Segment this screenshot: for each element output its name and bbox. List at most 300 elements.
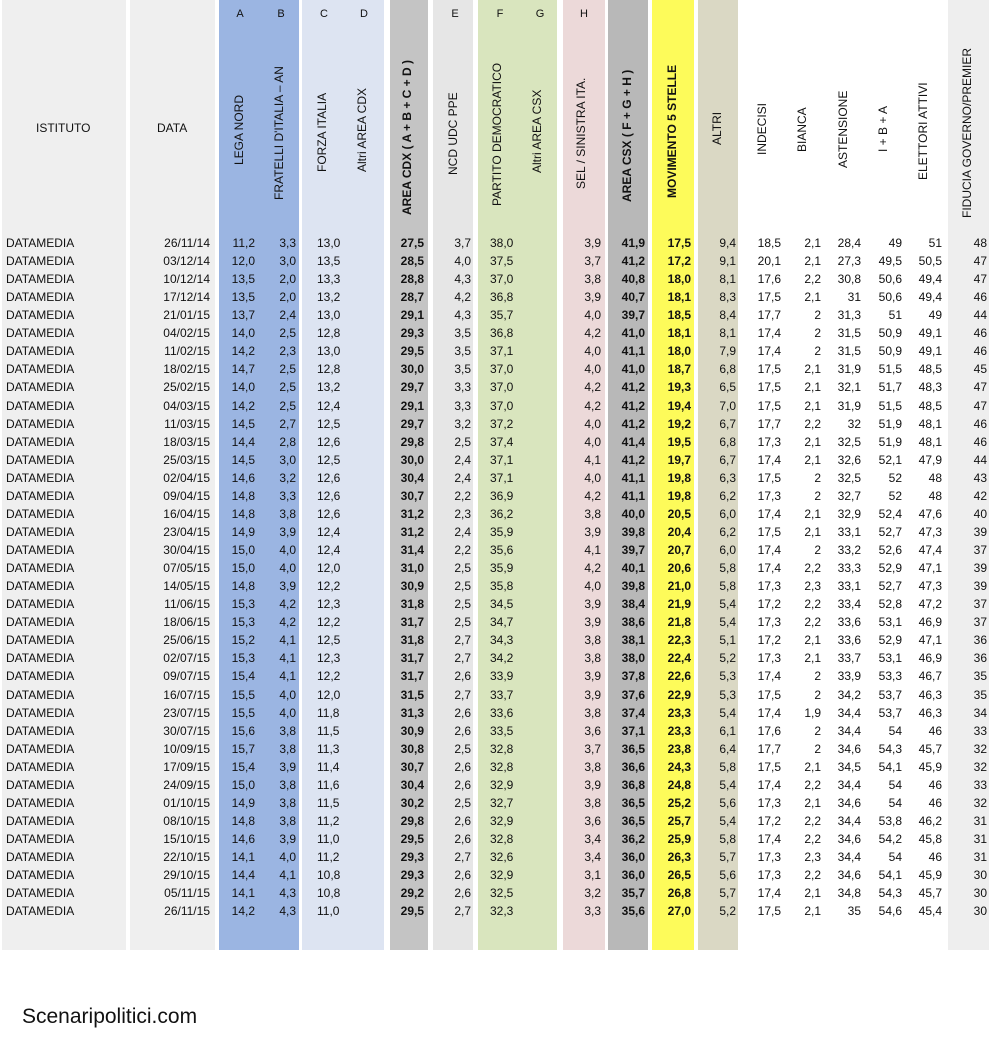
cell-lega: 15,3 — [231, 597, 255, 612]
table-row — [0, 361, 989, 379]
cell-fdi: 2,0 — [279, 272, 296, 287]
cell-astensione: 34,6 — [837, 741, 861, 756]
cell-lega: 14,6 — [231, 470, 255, 485]
cell-fiducia: 36 — [973, 633, 987, 648]
cell-pd: 32,9 — [490, 868, 514, 883]
header-elettori-attivi: ELETTORI ATTIVI — [916, 82, 930, 180]
cell-pd: 37,0 — [490, 272, 514, 287]
cell-iba: 51,5 — [878, 398, 902, 413]
cell-elettori: 49,1 — [918, 344, 942, 359]
cell-forza: 13,5 — [317, 254, 341, 269]
cell-fiducia: 31 — [973, 850, 987, 865]
cell-elettori: 49,4 — [918, 272, 942, 287]
cell-elettori: 46,9 — [918, 615, 942, 630]
cell-data: 16/04/15 — [163, 506, 210, 521]
cell-astensione: 35 — [847, 904, 861, 919]
cell-ncd: 2,7 — [454, 904, 471, 919]
cell-forza: 12,0 — [317, 687, 341, 702]
cell-area-csx: 36,0 — [621, 868, 645, 883]
cell-elettori: 48 — [928, 470, 942, 485]
cell-altri: 6,8 — [719, 362, 736, 377]
cell-m5s: 19,8 — [667, 488, 691, 503]
cell-fdi: 3,9 — [279, 759, 296, 774]
table-row — [0, 560, 989, 578]
cell-elettori: 46,3 — [918, 705, 942, 720]
cell-istituto: DATAMEDIA — [6, 362, 75, 377]
cell-forza: 12,4 — [317, 543, 341, 558]
cell-altri: 6,4 — [719, 741, 736, 756]
cell-fiducia: 46 — [973, 344, 987, 359]
table-row — [0, 470, 989, 488]
cell-lega: 14,6 — [231, 831, 255, 846]
letter-f: F — [496, 8, 504, 20]
cell-istituto: DATAMEDIA — [6, 813, 75, 828]
table-row — [0, 398, 989, 416]
cell-fdi: 3,9 — [279, 524, 296, 539]
cell-data: 17/12/14 — [163, 290, 210, 305]
cell-indecisi: 17,4 — [757, 669, 781, 684]
cell-pd: 37,1 — [490, 344, 514, 359]
cell-area-cdx: 31,0 — [400, 561, 424, 576]
cell-iba: 51,7 — [878, 380, 902, 395]
cell-astensione: 33,9 — [837, 669, 861, 684]
cell-altri: 5,8 — [719, 831, 736, 846]
cell-m5s: 18,5 — [667, 308, 691, 323]
letter-e: E — [451, 8, 459, 20]
cell-ncd: 2,6 — [454, 813, 471, 828]
cell-sel: 4,2 — [584, 326, 601, 341]
cell-astensione: 34,4 — [837, 777, 861, 792]
cell-altri: 6,0 — [719, 506, 736, 521]
cell-forza: 13,3 — [317, 272, 341, 287]
header-partito-democratico: PARTITO DEMOCRATICO — [490, 62, 504, 206]
cell-m5s: 25,2 — [667, 795, 691, 810]
cell-fdi: 3,2 — [279, 470, 296, 485]
cell-istituto: DATAMEDIA — [6, 254, 75, 269]
cell-lega: 11,2 — [232, 236, 255, 250]
cell-astensione: 31,9 — [837, 398, 861, 413]
cell-lega: 14,8 — [231, 579, 255, 594]
cell-data: 25/03/15 — [163, 452, 210, 467]
cell-istituto: DATAMEDIA — [6, 850, 75, 865]
cell-iba: 53,7 — [878, 687, 902, 702]
cell-astensione: 33,3 — [837, 561, 861, 576]
cell-elettori: 45,8 — [918, 831, 942, 846]
cell-iba: 51,5 — [878, 362, 902, 377]
cell-iba: 54,1 — [878, 759, 902, 774]
cell-astensione: 31 — [847, 290, 861, 305]
cell-sel: 3,9 — [584, 236, 601, 250]
cell-astensione: 34,6 — [837, 831, 861, 846]
cell-fiducia: 35 — [973, 687, 987, 702]
cell-area-cdx: 31,7 — [400, 669, 424, 684]
cell-altri: 5,4 — [719, 615, 736, 630]
cell-altri: 5,2 — [719, 904, 736, 919]
cell-indecisi: 17,4 — [757, 452, 781, 467]
cell-m5s: 19,2 — [667, 416, 691, 431]
cell-m5s: 18,7 — [667, 362, 691, 377]
header-istituto: ISTITUTO — [36, 121, 91, 135]
cell-m5s: 19,8 — [667, 470, 691, 485]
cell-astensione: 32,6 — [837, 452, 861, 467]
cell-area-cdx: 31,8 — [400, 597, 424, 612]
cell-fdi: 4,1 — [279, 651, 296, 666]
cell-lega: 14,4 — [231, 434, 255, 449]
cell-astensione: 31,3 — [837, 308, 861, 323]
cell-ncd: 2,5 — [454, 615, 471, 630]
header-lega-nord: LEGA NORD — [232, 94, 246, 165]
cell-data: 23/04/15 — [163, 524, 210, 539]
cell-pd: 37,0 — [490, 362, 514, 377]
cell-sel: 4,2 — [584, 398, 601, 413]
cell-iba: 50,6 — [878, 290, 902, 305]
cell-forza: 13,0 — [317, 236, 341, 250]
cell-fdi: 4,0 — [279, 850, 296, 865]
table-row — [0, 271, 989, 289]
letter-g: G — [535, 8, 545, 20]
cell-indecisi: 20,1 — [757, 254, 781, 269]
cell-altri: 5,6 — [719, 795, 736, 810]
cell-astensione: 32 — [847, 416, 861, 431]
table-row — [0, 289, 989, 307]
cell-altri: 5,4 — [719, 813, 736, 828]
cell-indecisi: 17,5 — [757, 362, 781, 377]
cell-istituto: DATAMEDIA — [6, 272, 75, 287]
cell-data: 02/07/15 — [163, 651, 210, 666]
cell-bianca: 2 — [814, 723, 821, 738]
cell-forza: 10,8 — [317, 868, 341, 883]
cell-lega: 13,5 — [231, 272, 255, 287]
cell-indecisi: 17,5 — [757, 687, 781, 702]
cell-area-cdx: 31,8 — [400, 633, 424, 648]
cell-astensione: 33,1 — [837, 524, 861, 539]
cell-m5s: 20,6 — [667, 561, 691, 576]
cell-data: 18/02/15 — [163, 362, 210, 377]
cell-pd: 35,9 — [490, 561, 514, 576]
cell-ncd: 2,6 — [454, 759, 471, 774]
cell-sel: 3,8 — [584, 506, 601, 521]
cell-iba: 53,1 — [878, 651, 902, 666]
header-area-csx: AREA CSX ( F + G + H ) — [620, 69, 634, 202]
cell-pd: 32,7 — [490, 795, 514, 810]
cell-fdi: 4,1 — [279, 669, 296, 684]
cell-fdi: 3,3 — [279, 236, 296, 250]
cell-m5s: 26,3 — [667, 850, 691, 865]
cell-area-cdx: 28,8 — [400, 272, 424, 287]
table-row — [0, 705, 989, 723]
cell-sel: 3,9 — [584, 669, 601, 684]
cell-pd: 35,9 — [490, 524, 514, 539]
cell-iba: 50,6 — [878, 272, 902, 287]
cell-area-csx: 41,0 — [621, 362, 645, 377]
cell-elettori: 46 — [928, 795, 942, 810]
cell-indecisi: 17,4 — [757, 886, 781, 901]
cell-ncd: 3,5 — [454, 344, 471, 359]
cell-fiducia: 40 — [973, 506, 987, 521]
cell-m5s: 22,4 — [667, 651, 691, 666]
cell-iba: 54 — [888, 777, 902, 792]
cell-iba: 54,1 — [878, 868, 902, 883]
cell-iba: 52 — [888, 470, 902, 485]
cell-ncd: 2,5 — [454, 561, 471, 576]
cell-istituto: DATAMEDIA — [6, 886, 75, 901]
cell-ncd: 2,2 — [454, 488, 471, 503]
cell-altri: 7,9 — [719, 344, 736, 359]
cell-bianca: 2,1 — [804, 290, 821, 305]
table-row — [0, 813, 989, 831]
cell-altri: 5,1 — [719, 633, 736, 648]
cell-altri: 8,1 — [719, 326, 736, 341]
cell-m5s: 19,3 — [667, 380, 691, 395]
cell-m5s: 18,1 — [667, 290, 691, 305]
cell-data: 11/02/15 — [164, 344, 210, 359]
cell-istituto: DATAMEDIA — [6, 506, 75, 521]
cell-data: 30/04/15 — [163, 543, 210, 558]
cell-area-csx: 37,8 — [621, 669, 645, 684]
cell-m5s: 23,8 — [667, 741, 691, 756]
cell-bianca: 2 — [814, 326, 821, 341]
cell-ncd: 4,2 — [454, 290, 471, 305]
cell-ncd: 2,5 — [454, 741, 471, 756]
table-row — [0, 235, 989, 253]
cell-bianca: 2,3 — [804, 579, 821, 594]
header-movimento-5-stelle: MOVIMENTO 5 STELLE — [665, 64, 679, 198]
cell-pd: 37,1 — [490, 452, 514, 467]
cell-indecisi: 17,4 — [757, 777, 781, 792]
cell-iba: 49 — [888, 236, 902, 250]
cell-istituto: DATAMEDIA — [6, 597, 75, 612]
cell-bianca: 2,1 — [804, 236, 821, 250]
cell-data: 07/05/15 — [163, 561, 210, 576]
cell-fdi: 4,1 — [279, 633, 296, 648]
table-row — [0, 506, 989, 524]
cell-istituto: DATAMEDIA — [6, 669, 75, 684]
cell-elettori: 49 — [928, 308, 942, 323]
cell-elettori: 46,2 — [918, 813, 942, 828]
cell-pd: 36,2 — [490, 506, 514, 521]
cell-m5s: 21,8 — [667, 615, 691, 630]
cell-elettori: 45,7 — [918, 886, 942, 901]
cell-fdi: 2,8 — [279, 434, 296, 449]
cell-iba: 52,8 — [878, 597, 902, 612]
cell-altri: 6,2 — [719, 524, 736, 539]
cell-indecisi: 17,5 — [757, 524, 781, 539]
cell-iba: 52,7 — [878, 524, 902, 539]
cell-pd: 37,1 — [490, 470, 514, 485]
cell-forza: 12,3 — [317, 597, 341, 612]
table-row — [0, 614, 989, 632]
cell-altri: 8,1 — [719, 272, 736, 287]
cell-elettori: 46 — [928, 777, 942, 792]
cell-sel: 4,1 — [584, 543, 601, 558]
cell-forza: 12,6 — [317, 488, 341, 503]
cell-bianca: 1,9 — [804, 705, 821, 720]
cell-fiducia: 31 — [973, 831, 987, 846]
cell-istituto: DATAMEDIA — [6, 561, 75, 576]
cell-indecisi: 17,2 — [757, 633, 781, 648]
cell-data: 09/07/15 — [163, 669, 210, 684]
cell-m5s: 24,8 — [667, 777, 691, 792]
cell-area-csx: 39,8 — [621, 579, 645, 594]
cell-astensione: 32,5 — [837, 434, 861, 449]
cell-area-cdx: 31,5 — [400, 687, 424, 702]
cell-fdi: 2,4 — [279, 308, 296, 323]
cell-sel: 3,9 — [584, 597, 601, 612]
cell-ncd: 3,7 — [454, 236, 471, 250]
cell-area-cdx: 29,5 — [400, 344, 424, 359]
cell-astensione: 30,8 — [837, 272, 861, 287]
cell-fiducia: 36 — [973, 651, 987, 666]
cell-pd: 32,5 — [490, 886, 514, 901]
cell-bianca: 2,1 — [804, 254, 821, 269]
cell-sel: 3,4 — [584, 831, 601, 846]
cell-area-csx: 38,1 — [621, 633, 645, 648]
cell-pd: 34,5 — [490, 597, 514, 612]
cell-area-csx: 40,0 — [621, 506, 645, 521]
cell-m5s: 26,5 — [667, 868, 691, 883]
cell-ncd: 2,2 — [454, 543, 471, 558]
cell-indecisi: 17,3 — [757, 434, 781, 449]
cell-area-cdx: 29,1 — [400, 308, 424, 323]
cell-lega: 15,3 — [231, 615, 255, 630]
cell-iba: 52,1 — [878, 452, 902, 467]
cell-pd: 35,6 — [490, 543, 514, 558]
cell-lega: 15,2 — [231, 633, 255, 648]
cell-area-csx: 36,5 — [621, 795, 645, 810]
cell-forza: 11,2 — [317, 850, 340, 865]
cell-fiducia: 44 — [973, 452, 987, 467]
cell-altri: 5,4 — [719, 777, 736, 792]
cell-fiducia: 32 — [973, 759, 987, 774]
cell-fiducia: 45 — [973, 362, 987, 377]
cell-lega: 15,3 — [231, 651, 255, 666]
cell-sel: 3,8 — [584, 651, 601, 666]
table-row — [0, 307, 989, 325]
cell-fdi: 4,2 — [279, 615, 296, 630]
cell-area-csx: 41,1 — [621, 344, 645, 359]
cell-pd: 38,0 — [490, 236, 514, 250]
cell-pd: 34,3 — [490, 633, 514, 648]
cell-data: 25/02/15 — [163, 380, 210, 395]
cell-istituto: DATAMEDIA — [6, 416, 75, 431]
letter-h: H — [580, 8, 588, 20]
cell-forza: 12,8 — [317, 326, 341, 341]
cell-iba: 53,3 — [878, 669, 902, 684]
cell-altri: 5,3 — [719, 669, 736, 684]
cell-istituto: DATAMEDIA — [6, 326, 75, 341]
cell-area-cdx: 29,7 — [400, 380, 424, 395]
cell-altri: 5,7 — [719, 886, 736, 901]
cell-istituto: DATAMEDIA — [6, 470, 75, 485]
cell-indecisi: 17,7 — [757, 741, 781, 756]
cell-indecisi: 17,3 — [757, 579, 781, 594]
table-row — [0, 849, 989, 867]
cell-astensione: 28,4 — [837, 236, 861, 250]
cell-fiducia: 43 — [973, 470, 987, 485]
cell-pd: 32,8 — [490, 831, 514, 846]
cell-bianca: 2 — [814, 687, 821, 702]
cell-elettori: 45,9 — [918, 868, 942, 883]
letter-b: B — [277, 8, 285, 20]
cell-pd: 37,0 — [490, 398, 514, 413]
cell-iba: 51,9 — [878, 416, 902, 431]
cell-istituto: DATAMEDIA — [6, 868, 75, 883]
cell-pd: 33,7 — [490, 687, 514, 702]
cell-elettori: 48 — [928, 488, 942, 503]
cell-ncd: 2,6 — [454, 868, 471, 883]
cell-fdi: 3,8 — [279, 813, 296, 828]
cell-area-csx: 38,6 — [621, 615, 645, 630]
cell-ncd: 3,5 — [454, 362, 471, 377]
cell-fiducia: 39 — [973, 524, 987, 539]
cell-data: 30/07/15 — [163, 723, 210, 738]
cell-istituto: DATAMEDIA — [6, 687, 75, 702]
cell-lega: 15,0 — [231, 543, 255, 558]
cell-astensione: 34,8 — [837, 886, 861, 901]
cell-iba: 54 — [888, 795, 902, 810]
cell-ncd: 4,3 — [454, 272, 471, 287]
table-row — [0, 578, 989, 596]
cell-pd: 32,9 — [490, 777, 514, 792]
cell-ncd: 2,7 — [454, 850, 471, 865]
cell-bianca: 2,1 — [804, 506, 821, 521]
cell-area-csx: 37,6 — [621, 687, 645, 702]
cell-indecisi: 17,7 — [757, 416, 781, 431]
cell-fiducia: 37 — [973, 615, 987, 630]
cell-data: 09/04/15 — [163, 488, 210, 503]
cell-bianca: 2 — [814, 488, 821, 503]
cell-bianca: 2,1 — [804, 904, 821, 919]
header-altri-area-csx: Altri AREA CSX — [530, 89, 544, 173]
cell-astensione: 34,5 — [837, 759, 861, 774]
cell-elettori: 47,4 — [918, 543, 942, 558]
cell-fiducia: 30 — [973, 904, 987, 919]
cell-istituto: DATAMEDIA — [6, 488, 75, 503]
table-row — [0, 452, 989, 470]
cell-ncd: 2,4 — [454, 452, 471, 467]
cell-m5s: 20,5 — [667, 506, 691, 521]
table-row — [0, 777, 989, 795]
cell-fiducia: 48 — [973, 236, 987, 250]
cell-altri: 5,8 — [719, 759, 736, 774]
cell-m5s: 19,5 — [667, 434, 691, 449]
cell-forza: 13,2 — [317, 380, 341, 395]
cell-sel: 3,6 — [584, 723, 601, 738]
cell-bianca: 2,2 — [804, 868, 821, 883]
table-row — [0, 434, 989, 452]
cell-area-cdx: 29,5 — [400, 904, 424, 919]
cell-fiducia: 44 — [973, 308, 987, 323]
cell-lega: 14,5 — [231, 416, 255, 431]
cell-elettori: 48,1 — [918, 416, 942, 431]
cell-elettori: 46 — [928, 723, 942, 738]
cell-area-csx: 41,2 — [621, 380, 645, 395]
cell-istituto: DATAMEDIA — [6, 543, 75, 558]
cell-fdi: 4,2 — [279, 597, 296, 612]
cell-fiducia: 47 — [973, 380, 987, 395]
cell-lega: 14,8 — [231, 488, 255, 503]
cell-area-cdx: 29,3 — [400, 326, 424, 341]
cell-lega: 14,7 — [231, 362, 255, 377]
cell-indecisi: 17,5 — [757, 290, 781, 305]
cell-pd: 35,8 — [490, 579, 514, 594]
cell-area-cdx: 30,2 — [400, 795, 424, 810]
cell-sel: 3,1 — [584, 868, 601, 883]
cell-altri: 8,4 — [719, 308, 736, 323]
cell-sel: 4,0 — [584, 362, 601, 377]
cell-fdi: 2,0 — [279, 290, 296, 305]
cell-m5s: 27,0 — [667, 904, 691, 919]
